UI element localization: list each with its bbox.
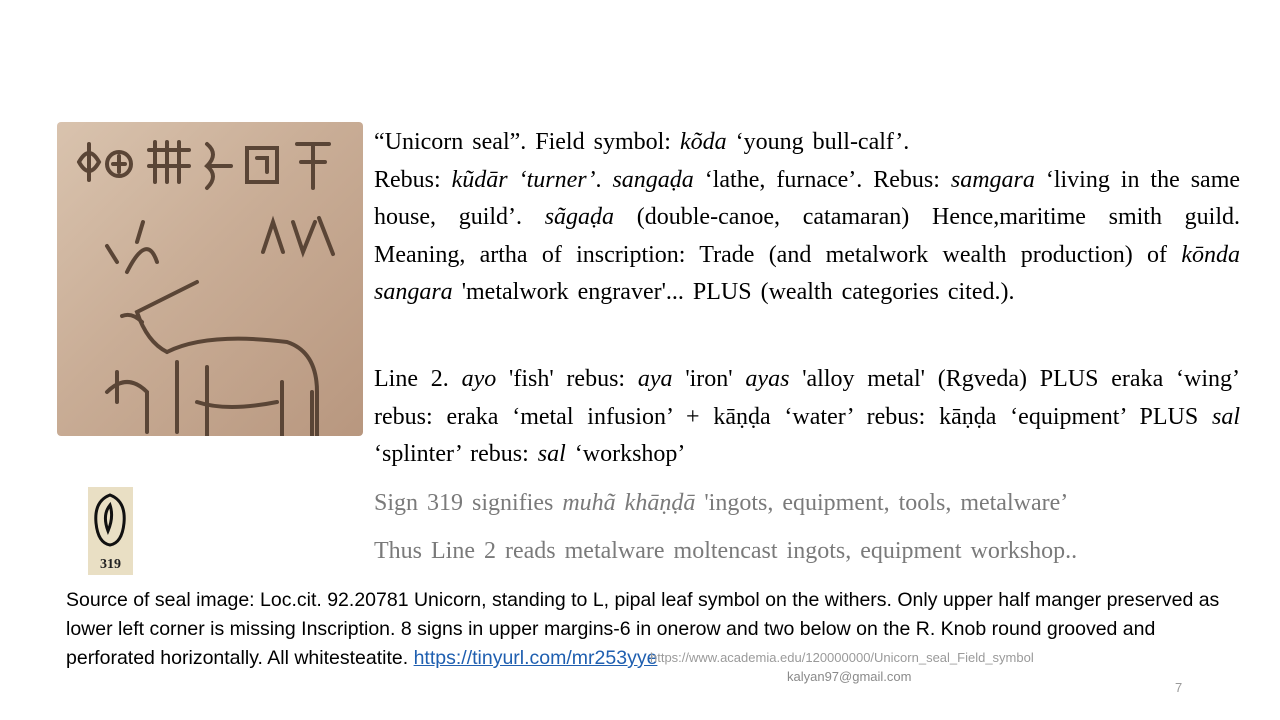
sign-319-image bbox=[88, 487, 133, 575]
text-run: Line 2. bbox=[374, 366, 462, 392]
italic-term: kũdār ‘turner’ bbox=[451, 166, 596, 193]
text-run: 'fish' rebus: bbox=[496, 366, 638, 392]
footer-url: https://www.academia.edu/120000000/Unicorn_seal_Field_symbol bbox=[650, 650, 1034, 665]
seal-description-paragraph bbox=[374, 124, 1240, 312]
sign-319-glyph bbox=[88, 487, 133, 549]
italic-term: kōnda sangara bbox=[374, 241, 1240, 305]
italic-term: aya bbox=[637, 366, 673, 392]
italic-term: sal bbox=[1211, 403, 1240, 430]
italic-term: kõda bbox=[679, 129, 727, 155]
line-2-summary: Thus Line 2 reads metalware moltencast ingots, equipment workshop.. bbox=[374, 538, 1078, 564]
text-run: 'metalwork engraver'... PLUS (wealth categories cited.). bbox=[452, 279, 1015, 305]
italic-term: ayo bbox=[461, 366, 497, 392]
text-run: Sign 319 signifies bbox=[374, 490, 563, 516]
italic-term: muhã khāṇḍā bbox=[562, 490, 696, 516]
italic-term: sangaḍa bbox=[612, 166, 694, 193]
page-number: 7 bbox=[1175, 680, 1183, 695]
text-run: ‘splinter’ rebus: bbox=[374, 441, 538, 467]
text-run: ‘living in the same house, guild’. bbox=[374, 166, 1241, 230]
text-run: 'ingots, equipment, tools, metalware’ bbox=[695, 490, 1069, 516]
text-run: ‘young bull-calf’. bbox=[726, 129, 910, 155]
text-run: “Unicorn seal”. Field symbol: bbox=[374, 129, 680, 155]
text-run: ‘lathe, furnace’. Rebus: bbox=[693, 166, 951, 193]
unicorn-seal-drawing bbox=[57, 122, 363, 436]
source-text: Source of seal image: Loc.cit. 92.20781 Unicorn, standing to L, pipal leaf symbol on the withers. Only upper half manger preserved as lower left corner is missing Inscription. 8 signs in upper margins-6 in onerow and two below on the R. Knob round grooved and perforated horizontally. All whitesteatite. bbox=[66, 589, 1220, 669]
sign-number: 319 bbox=[100, 557, 121, 572]
italic-term: sãgaḍa bbox=[544, 204, 615, 230]
text-run: 'iron' bbox=[672, 366, 746, 392]
text-run: (double-canoe, catamaran) Hence,maritime smith guild. Meaning, artha of inscription: Trade (and metalwork wealth production) of bbox=[374, 204, 1240, 268]
text-run: . bbox=[595, 166, 613, 193]
italic-term: sal bbox=[537, 441, 566, 467]
italic-term: ayas bbox=[745, 366, 790, 392]
text-run: Rebus: bbox=[374, 166, 452, 193]
text-run: 'alloy metal' (Rgveda) PLUS eraka ‘wing’ rebus: eraka ‘metal infusion’ + kāṇḍa ‘water’ rebus: kāṇḍa ‘equipment’ PLUS bbox=[374, 366, 1240, 430]
text-run: ‘workshop’ bbox=[565, 441, 686, 467]
seal-image bbox=[57, 122, 363, 436]
sign-319-paragraph bbox=[374, 485, 1240, 523]
source-link[interactable]: https://tinyurl.com/mr253yye bbox=[413, 647, 658, 669]
italic-term: samgara bbox=[950, 166, 1035, 193]
footer-email: kalyan97@gmail.com bbox=[787, 669, 912, 684]
line-2-paragraph bbox=[374, 361, 1240, 474]
